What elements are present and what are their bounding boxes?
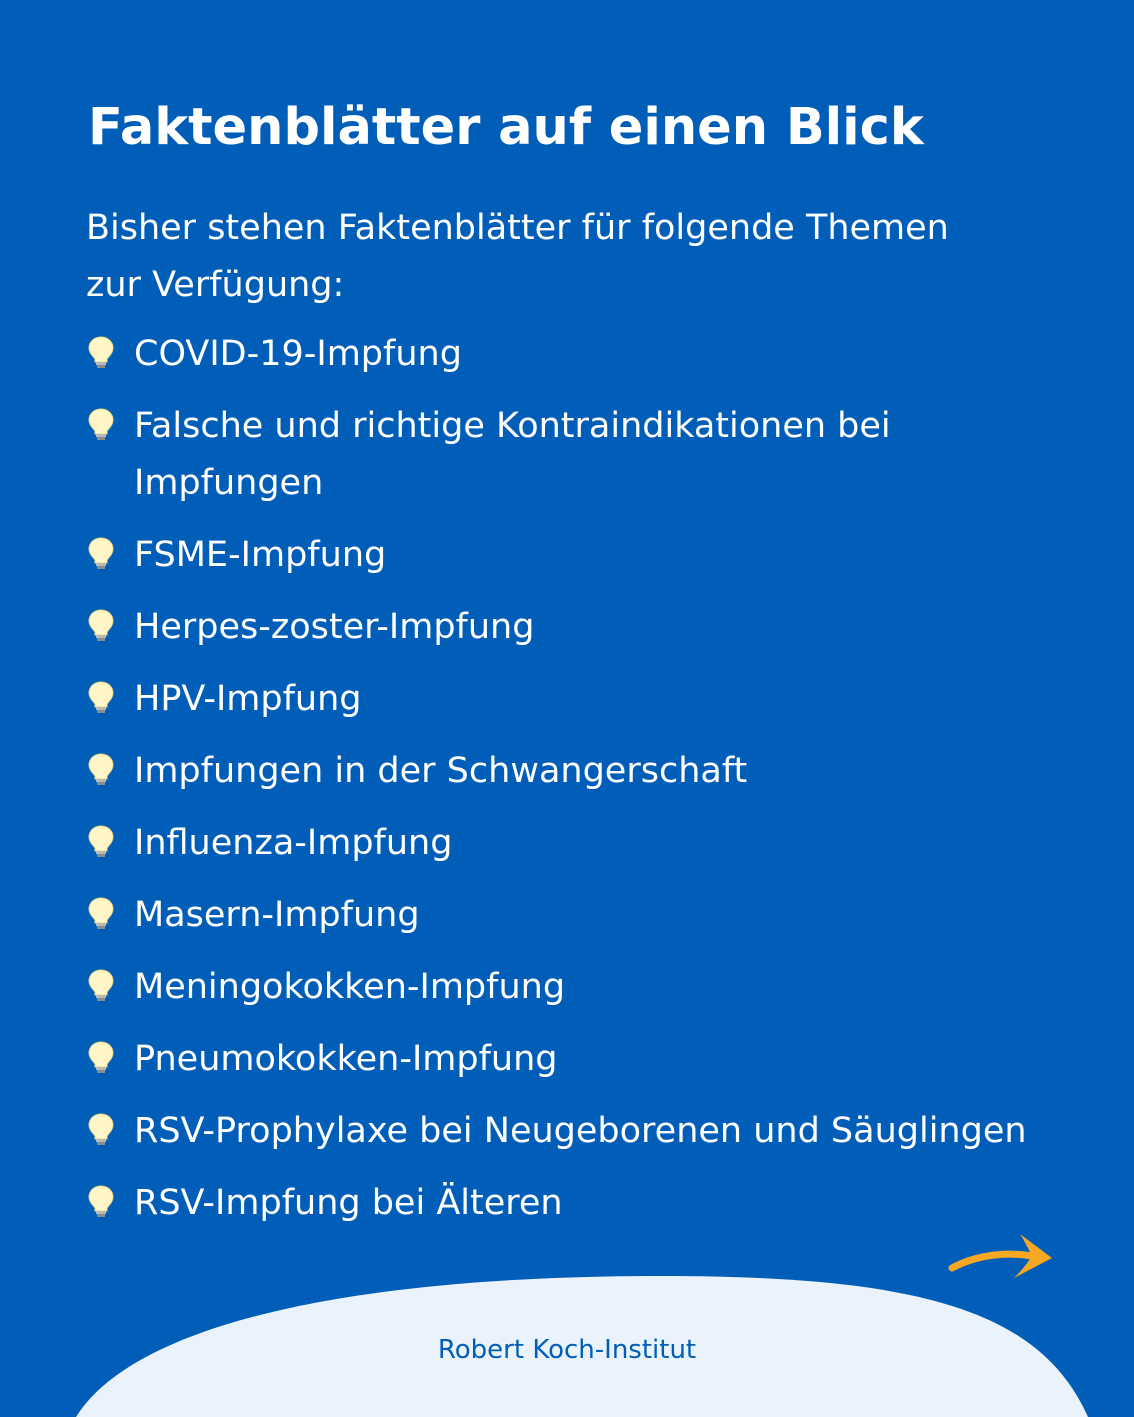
list-item <box>86 743 1066 800</box>
lightbulb-icon <box>86 1040 116 1076</box>
lightbulb-icon <box>86 896 116 932</box>
list-item <box>86 1175 1066 1232</box>
list-item <box>86 815 1066 872</box>
list-item <box>86 959 1066 1016</box>
list-item <box>86 527 1066 584</box>
topic-list <box>86 326 1066 1247</box>
list-item <box>86 1103 1066 1160</box>
list-item <box>86 887 1066 944</box>
footer-organization: Robert Koch-Institut <box>437 1335 697 1365</box>
lightbulb-icon <box>86 752 116 788</box>
lightbulb-icon <box>86 1112 116 1148</box>
lightbulb-icon <box>86 680 116 716</box>
list-item <box>86 326 1066 383</box>
lightbulb-icon <box>86 536 116 572</box>
list-item <box>86 1031 1066 1088</box>
lightbulb-icon <box>86 1184 116 1220</box>
list-item-label: Falsche und richtige Kontraindikationen bei Impfungen <box>134 406 891 503</box>
list-item-label: Influenza-Impfung <box>134 823 453 863</box>
lightbulb-icon <box>86 824 116 860</box>
list-item-label: HPV-Impfung <box>134 679 362 719</box>
intro-text: Bisher stehen Faktenblätter für folgende Themen zur Verfügung: <box>86 208 949 305</box>
lightbulb-icon <box>86 407 116 443</box>
list-item-label: Herpes-zoster-Impfung <box>134 607 535 647</box>
list-item-label: Masern-Impfung <box>134 895 420 935</box>
list-item <box>86 671 1066 728</box>
list-item-label: FSME-Impfung <box>134 535 387 575</box>
lightbulb-icon <box>86 608 116 644</box>
lightbulb-icon <box>86 335 116 371</box>
list-item-label: RSV-Impfung bei Älteren <box>134 1183 563 1223</box>
lightbulb-icon <box>86 968 116 1004</box>
list-item-label: RSV-Prophylaxe bei Neugeborenen und Säuglingen <box>134 1111 1027 1151</box>
list-item <box>86 398 1066 512</box>
page-title: Faktenblätter auf einen Blick <box>88 98 924 157</box>
list-item-label: COVID-19-Impfung <box>134 334 462 374</box>
list-item-label: Pneumokokken-Impfung <box>134 1039 558 1079</box>
list-item-label: Impfungen in der Schwangerschaft <box>134 751 748 791</box>
list-item-label: Meningokokken-Impfung <box>134 967 566 1007</box>
list-item <box>86 599 1066 656</box>
